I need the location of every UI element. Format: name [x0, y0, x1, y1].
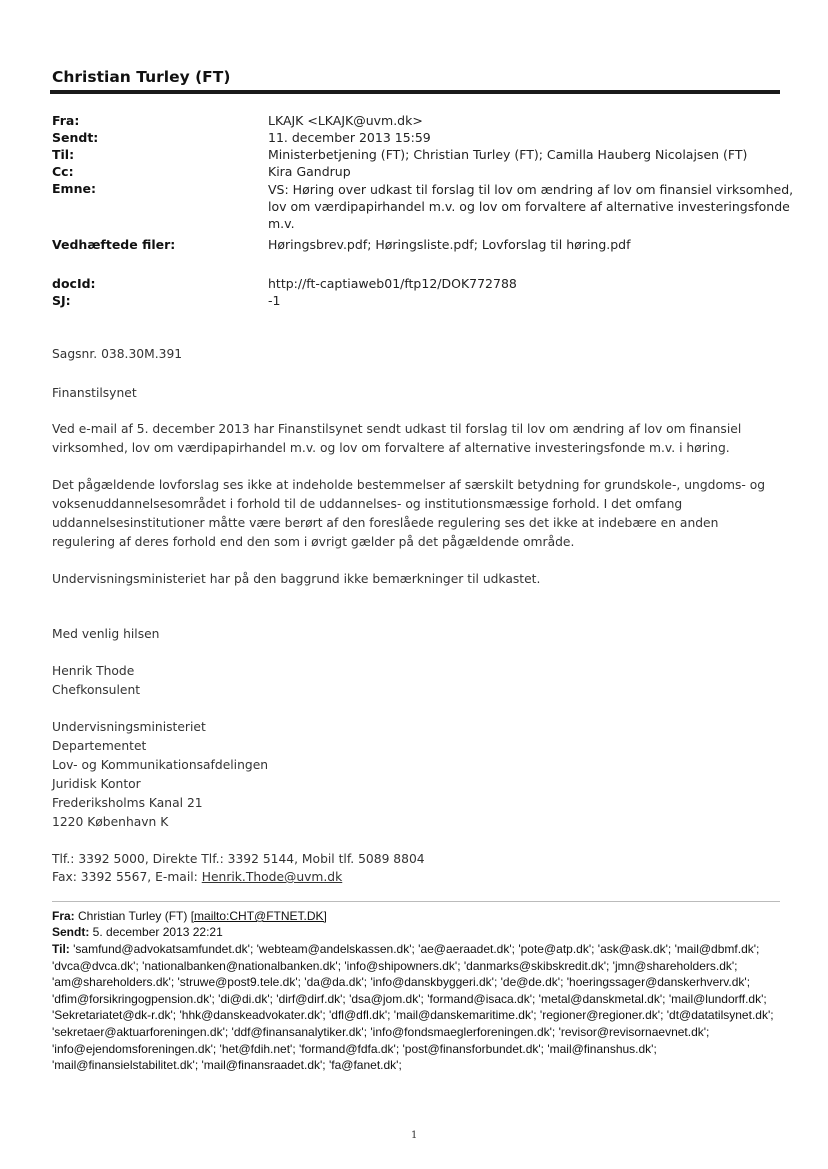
meta-label: Fra:	[52, 113, 80, 128]
forward-sent-label: Sendt:	[52, 925, 90, 939]
sender-name: Christian Turley (FT)	[52, 68, 231, 86]
meta-value: Kira Gandrup	[268, 164, 351, 179]
forward-to-value: 'samfund@advokatsamfundet.dk'; 'webteam@andelskassen.dk'; 'ae@aeraadet.dk'; 'pote@atp.dk'; 'ask@ask.dk'; 'mail@dbmf.dk'; 'dvca@dvca.dk'; 'nationalbanken@nationalbanken.dk'; 'info@shipowners.dk'; 'danmarks@skibskredit.dk'; 'jmn@shareholders.dk'; 'am@shareholders.dk'; 'struwe@post9.tele.dk'; 'da@da.dk'; 'info@danskbyggeri.dk'; 'de@de.dk'; 'hoeringssager@danskerhverv.dk'; 'dfim@forsikringogpension.dk'; 'di@di.dk'; 'dirf@dirf.dk'; 'dsa@jom.dk'; 'formand@isaca.dk'; 'metal@danskmetal.dk'; 'mail@lundorff.dk'; 'Sekretariatet@dk-r.dk'; 'hhk@danskeadvokater.dk'; 'dfl@dfl.dk'; 'mail@danskemaritime.dk'; 'regioner@regioner.dk'; 'dt@datatilsynet.dk'; 'sekretaer@aktuarforeningen.dk'; 'ddf@finansanalytiker.dk'; 'info@fondsmaeglerforeningen.dk'; 'revisor@revisornaevnet.dk'; 'info@ejendomsforeningen.dk'; 'het@fdih.net'; 'formand@fdfa.dk'; 'post@finansforbundet.dk'; 'mail@finanshus.dk'; 'mail@finansielstabilitet.dk'; 'mail@finansraadet.dk'; 'fa@fanet.dk';	[52, 942, 774, 1073]
paragraph-2: Det pågældende lovforslag ses ikke at indeholde bestemmelser af særskilt betydning for grundskole-, ungdoms- og voksenuddannelsesområdet i forhold til de uddannelses- og institutionsmæssige forhold. I det omfang uddannelsesinstitutioner måtte være berørt af den foreslåede regulering ses det ikke at indebære en anden regulering af deres forhold end den som i øvrigt gælder på det pågældende område.	[52, 478, 766, 549]
meta-value: http://ft-captiaweb01/ftp12/DOK772788	[268, 276, 517, 291]
page-number: 1	[411, 1130, 418, 1141]
meta-value: Ministerbetjening (FT); Christian Turley (FT); Camilla Hauberg Nicolajsen (FT)	[268, 147, 748, 162]
meta-value: LKAJK <LKAJK@uvm.dk>	[268, 113, 423, 128]
org-line: Departementet	[52, 739, 147, 753]
org-line: Frederiksholms Kanal 21	[52, 796, 203, 810]
org-line: Lov- og Kommunikationsafdelingen	[52, 758, 269, 772]
signature-name: Henrik Thode	[52, 664, 135, 678]
forward-from-value: Christian Turley (FT)	[74, 909, 191, 923]
paragraph-3: Undervisningsministeriet har på den baggrund ikke bemærkninger til udkastet.	[52, 572, 541, 586]
case-number: Sagsnr. 038.30M.391	[52, 347, 183, 361]
meta-label: Til:	[52, 147, 75, 162]
forward-to	[52, 941, 782, 1074]
fax-text: Fax: 3392 5567, E-mail:	[52, 870, 202, 884]
forward-from	[52, 908, 782, 925]
meta-label: Cc:	[52, 164, 74, 179]
email-link[interactable]: Henrik.Thode@uvm.dk	[201, 870, 343, 884]
signature-title: Chefkonsulent	[52, 683, 141, 697]
meta-label: Sendt:	[52, 130, 99, 145]
forward-to-label: Til:	[52, 942, 70, 956]
recipient: Finanstilsynet	[52, 386, 137, 400]
meta-label: docId:	[52, 276, 96, 291]
meta-value: Høringsbrev.pdf; Høringsliste.pdf; Lovforslag til høring.pdf	[268, 237, 631, 252]
meta-value: VS: Høring over udkast til forslag til lov om ændring af lov om finansiel virksomhed, lov om værdipapirhandel m.v. og lov om forvaltere af alternative investeringsfonde m.v.	[268, 182, 794, 231]
forward-sent	[52, 924, 782, 941]
org-line: Undervisningsministeriet	[52, 720, 206, 734]
meta-label: Vedhæftede filer:	[52, 237, 176, 252]
forward-separator	[52, 901, 780, 902]
phone-line: Tlf.: 3392 5000, Direkte Tlf.: 3392 5144, Mobil tlf. 5089 8804	[52, 852, 425, 866]
mailto-link[interactable]: [mailto:CHT@FTNET.DK]	[190, 909, 327, 923]
org-line: Juridisk Kontor	[52, 777, 141, 791]
forward-sent-value: 5. december 2013 22:21	[89, 925, 223, 939]
org-line: 1220 København K	[52, 815, 169, 829]
meta-value: 11. december 2013 15:59	[268, 130, 431, 145]
meta-value: -1	[268, 293, 281, 308]
meta-label: SJ:	[52, 293, 71, 308]
header-rule	[50, 90, 780, 94]
paragraph-1: Ved e-mail af 5. december 2013 har Finanstilsynet sendt udkast til forslag til lov om ændring af lov om finansiel virksomhed, lov om værdipapirhandel m.v. og lov om forvaltere af alternative investeringsfonde m.v. i høring.	[52, 422, 742, 455]
meta-label: Emne:	[52, 181, 96, 196]
fax-line	[52, 868, 777, 887]
greeting: Med venlig hilsen	[52, 627, 160, 641]
forward-from-label: Fra:	[52, 909, 75, 923]
